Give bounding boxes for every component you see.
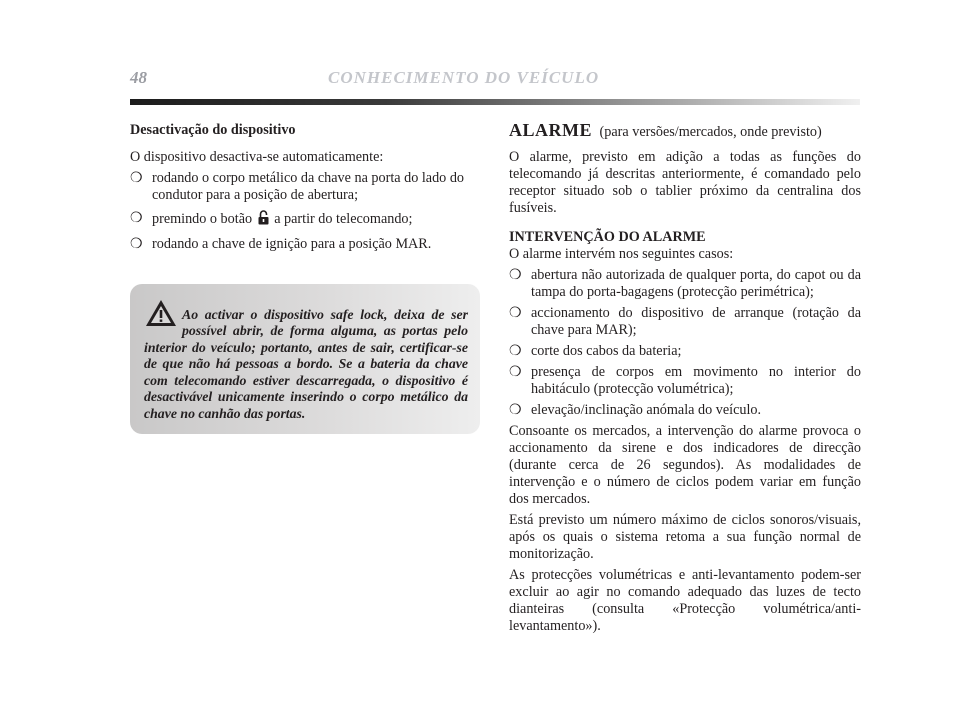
list-item-text: elevação/inclinação anómala do veículo. xyxy=(531,402,762,418)
page-number: 48 xyxy=(130,68,147,87)
bullet-icon: ❍ xyxy=(509,403,522,418)
intervention-intro: O alarme intervém nos seguintes casos: xyxy=(509,246,734,262)
list-item xyxy=(509,364,861,398)
alarm-subtitle: (para versões/mercados, onde previsto) xyxy=(599,124,822,140)
bullet-icon: ❍ xyxy=(509,268,522,283)
list-item xyxy=(130,170,482,204)
list-item-text: presença de corpos em movimento no interior do habitáculo (protecção volumétrica); xyxy=(531,364,861,397)
deactivation-list xyxy=(130,170,482,253)
deactivation-intro: O dispositivo desactiva-se automaticamente: xyxy=(130,149,384,165)
right-column xyxy=(509,122,861,639)
list-item xyxy=(509,305,861,339)
alarm-heading: ALARME xyxy=(509,120,592,140)
list-item xyxy=(509,267,861,301)
list-item-text: rodando a chave de ignição para a posição MAR. xyxy=(152,236,432,252)
list-item xyxy=(509,343,861,360)
bullet-icon: ❍ xyxy=(509,306,522,321)
section-title-alarm xyxy=(509,122,861,141)
warning-text: Ao activar o dispositivo safe lock, deixa de ser possível abrir, de forma alguma, as portas pelo interior do veículo; portanto, antes de sair, certificar-se de que não há pessoas a bordo. Se a bateria da chave com telecomando estiver descarregada, o dispositivo é desactivável unicamente inserindo o corpo metálico da chave no canhão das portas. xyxy=(144,306,468,421)
list-item-prefix: premindo o botão xyxy=(152,211,253,227)
unlock-icon xyxy=(258,210,269,230)
alarm-paragraph: Consoante os mercados, a intervenção do alarme provoca o accionamento da sirene e dos indicadores de direcção (durante cerca de 26 segundos). As modalidades de intervenção e o número de ciclos podem variar em função dos mercados. xyxy=(509,423,861,507)
intervention-list xyxy=(509,267,861,419)
left-column xyxy=(130,122,482,259)
list-item xyxy=(130,210,482,230)
list-item-text: a partir do telecomando; xyxy=(274,211,413,227)
bullet-icon: ❍ xyxy=(509,365,522,380)
bullet-icon: ❍ xyxy=(130,171,143,186)
bullet-icon: ❍ xyxy=(130,237,143,252)
header-rule xyxy=(130,99,860,105)
section-title-deactivation: Desactivação do dispositivo xyxy=(130,122,296,138)
bullet-icon: ❍ xyxy=(130,211,143,226)
alarm-intro: O alarme, previsto em adição a todas as funções do telecomando já descritas anteriormente, é comandado pelo receptor situado sob o tablier próximo da centralina dos fusíveis. xyxy=(509,149,861,216)
list-item xyxy=(509,402,861,419)
list-item-text: accionamento do dispositivo de arranque (rotação da chave para MAR); xyxy=(531,305,861,338)
list-item-text: rodando o corpo metálico da chave na porta do lado do condutor para a posição de abertura; xyxy=(152,170,465,203)
list-item-text: corte dos cabos da bateria; xyxy=(531,343,682,359)
bullet-icon: ❍ xyxy=(509,344,522,359)
alarm-paragraph: As protecções volumétricas e anti-levantamento podem-ser excluir ao agir no comando adequado das luzes de tecto dianteiras (consulta «Protecção volumétrica/anti-levantamento»). xyxy=(509,567,861,634)
alarm-paragraph: Está previsto um número máximo de ciclos sonoros/visuais, após os quais o sistema retoma a sua função normal de monitorização. xyxy=(509,512,861,562)
list-item-text: abertura não autorizada de qualquer porta, do capot ou da tampa do porta-bagagens (protecção perimétrica); xyxy=(531,267,861,300)
intervention-title: INTERVENÇÃO DO ALARME xyxy=(509,229,706,245)
list-item xyxy=(130,236,482,253)
running-header-title: CONHECIMENTO DO VEÍCULO xyxy=(328,68,600,87)
warning-box xyxy=(130,284,480,434)
